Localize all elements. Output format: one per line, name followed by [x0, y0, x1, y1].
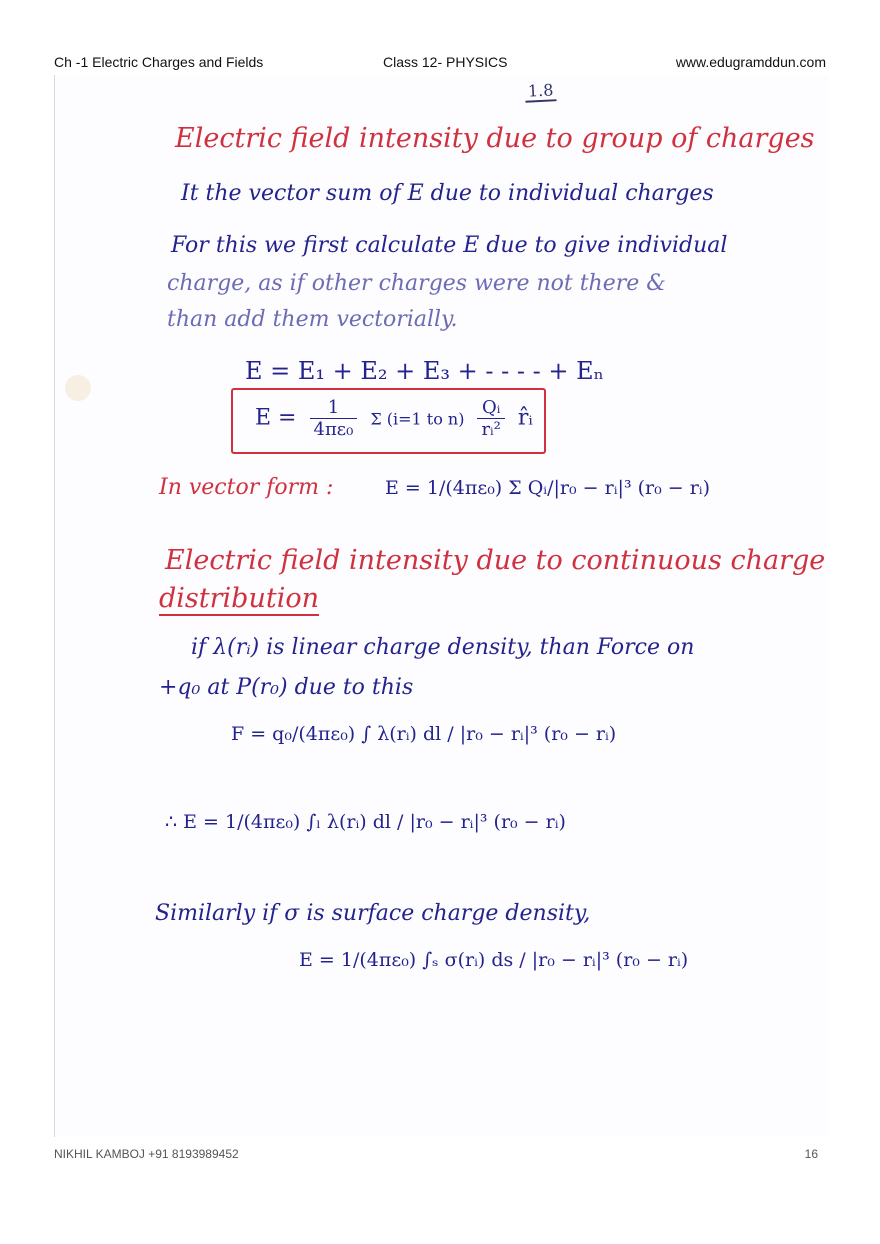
footer-page-number: 16 [804, 1147, 818, 1161]
section1-line2: For this we first calculate E due to give individual [171, 233, 728, 258]
section1-line1: It the vector sum of E due to individual charges [181, 181, 714, 206]
vector-form-label: In vector form : [159, 475, 334, 500]
boxed-tail: r̂ᵢ [517, 405, 533, 431]
surface-equation: E = 1/(4πε₀) ∫ₛ σ(rᵢ) ds / |r₀ − rᵢ|³ (r₀ − rᵢ) [299, 949, 689, 971]
boxed-lhs: E = [255, 405, 297, 431]
section1-line4: than add them vectorially. [167, 307, 458, 332]
boxed-equation [255, 397, 533, 440]
section2-title-line2: distribution [159, 583, 319, 614]
paper-stain [65, 375, 91, 401]
header-class: Class 12- PHYSICS [383, 54, 508, 70]
sum-equation: E = E₁ + E₂ + E₃ + - - - - + Eₙ [245, 357, 605, 385]
similarly-line: Similarly if σ is surface charge density, [155, 901, 591, 926]
footer-author: NIKHIL KAMBOJ +91 8193989452 [54, 1147, 239, 1161]
boxed-den: 4πε₀ [313, 419, 354, 440]
header-chapter: Ch -1 Electric Charges and Fields [54, 54, 264, 70]
force-equation: F = q₀/(4πε₀) ∫ λ(rᵢ) dl / |r₀ − rᵢ|³ (r₀ − rᵢ) [231, 723, 617, 745]
boxed-term-num: Qᵢ [477, 397, 504, 419]
vector-form-equation: E = 1/(4πε₀) Σ Qᵢ/|r₀ − rᵢ|³ (r₀ − rᵢ) [385, 477, 711, 499]
scanned-notes [54, 75, 828, 1137]
section2-line1: if λ(rᵢ) is linear charge density, than Force on [191, 635, 695, 660]
section2-title-line1: Electric field intensity due to continuous charge [165, 545, 826, 576]
section1-title: Electric field intensity due to group of charges [175, 123, 815, 154]
boxed-sum: Σ (i=1 to n) [370, 409, 465, 429]
section2-line2: +q₀ at P(r₀) due to this [159, 675, 414, 700]
boxed-num: 1 [310, 397, 358, 419]
section1-line3: charge, as if other charges were not there & [167, 271, 666, 296]
boxed-term-den: rᵢ² [481, 419, 501, 440]
header-website: www.edugramddun.com [675, 54, 826, 70]
boxed-constant [310, 397, 358, 440]
boxed-term [477, 397, 504, 440]
field-line-equation: ∴ E = 1/(4πε₀) ∫ₗ λ(rᵢ) dl / |r₀ − rᵢ|³ (r₀ − rᵢ) [165, 811, 566, 833]
notes-page-label: 1.8 [524, 80, 557, 103]
